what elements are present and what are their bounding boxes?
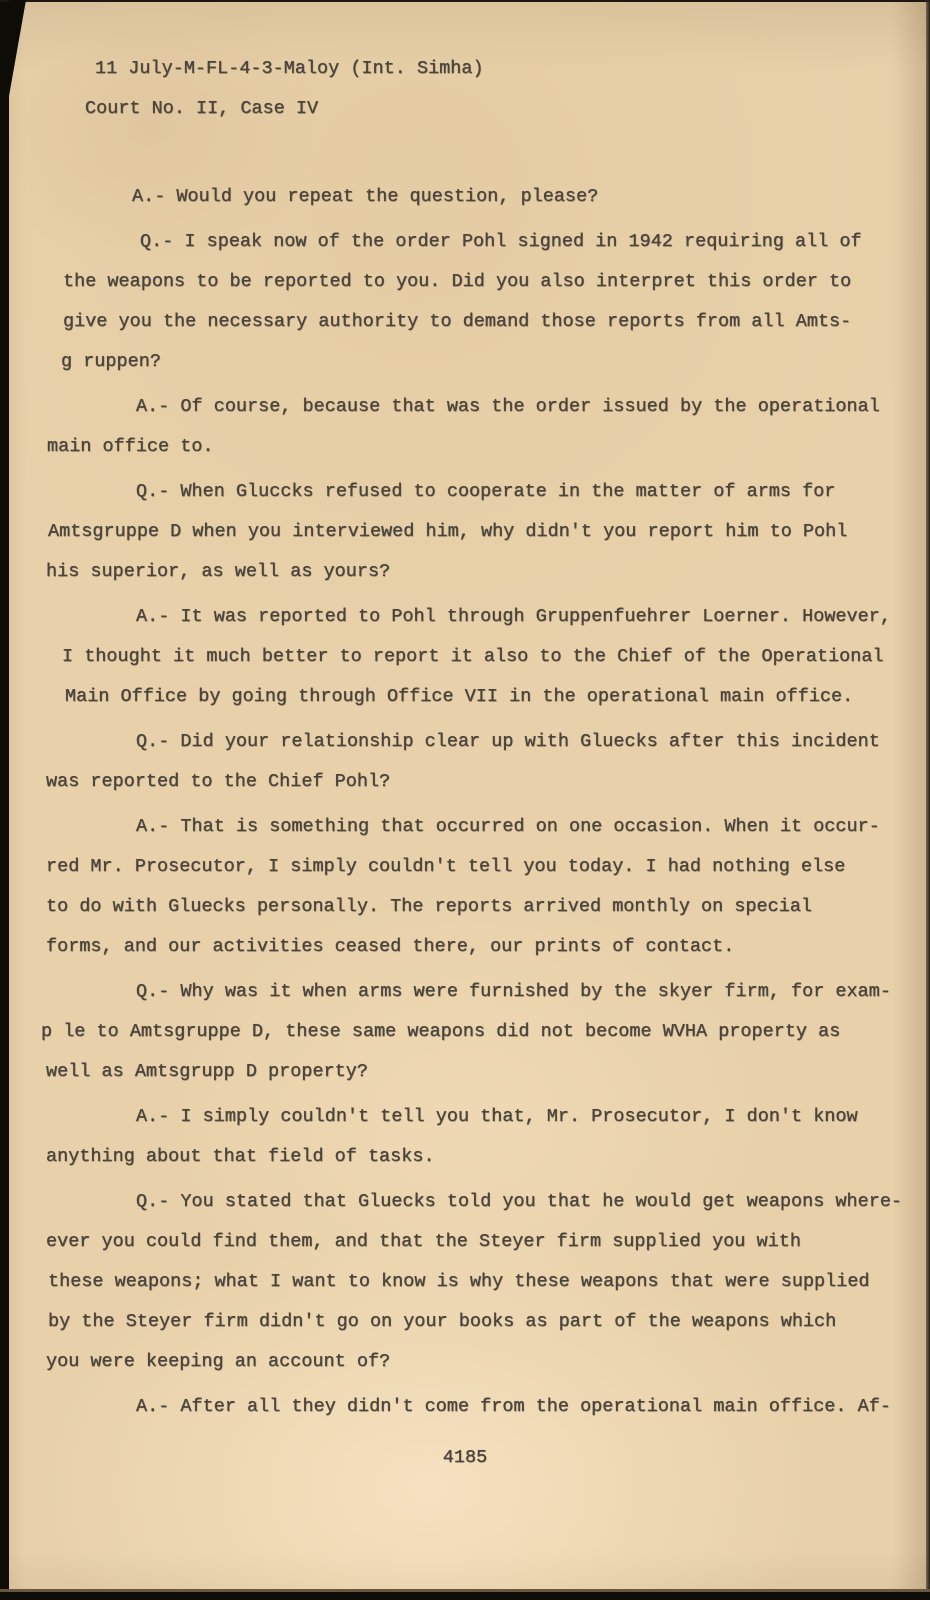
transcript-line: Q.- You stated that Gluecks told you that he would get weapons where-	[136, 1191, 903, 1212]
transcript-line: A.- I simply couldn't tell you that, Mr. Prosecutor, I don't know	[136, 1106, 858, 1127]
transcript-line: g ruppen?	[61, 351, 161, 372]
transcript-line: Q.- Did your relationship clear up with Gluecks after this incident	[136, 731, 880, 752]
transcript-line: to do with Gluecks personally. The reports arrived monthly on special	[46, 896, 813, 917]
transcript-line: p le to Amtsgruppe D, these same weapons did not become WVHA property as	[41, 1021, 841, 1042]
transcript-line: Q.- Why was it when arms were furnished by the skyer firm, for exam-	[136, 981, 891, 1002]
transcript-line: the weapons to be reported to you. Did you also interpret this order to	[63, 271, 852, 292]
header-court-case: Court No. II, Case IV	[85, 98, 319, 119]
transcript-line: well as Amtsgrupp D property?	[46, 1061, 368, 1082]
scan-edge-top	[0, 0, 930, 2]
transcript-line: was reported to the Chief Pohl?	[46, 771, 391, 792]
transcript-line: A.- Would you repeat the question, please?	[132, 186, 599, 207]
transcript-line: red Mr. Prosecutor, I simply couldn't tell you today. I had nothing else	[46, 856, 846, 877]
transcript-line: A.- It was reported to Pohl through Gruppenfuehrer Loerner. However,	[136, 606, 891, 627]
transcript-line: A.- Of course, because that was the order issued by the operational	[136, 396, 880, 417]
header-case-reference: 11 July-M-FL-4-3-Maloy (Int. Simha)	[95, 58, 484, 79]
transcript-line: Main Office by going through Office VII in the operational main office.	[65, 686, 854, 707]
transcript-line: Q.- I speak now of the order Pohl signed in 1942 requiring all of	[140, 231, 862, 252]
transcript-line: main office to.	[47, 436, 214, 457]
page-number: 4185	[442, 1447, 488, 1468]
transcript-line: his superior, as well as yours?	[46, 561, 391, 582]
transcript-body	[41, 172, 910, 1427]
scan-corner-top-left	[9, 0, 26, 96]
transcript-line: ever you could find them, and that the Steyer firm supplied you with	[46, 1231, 801, 1252]
transcript-line: forms, and our activities ceased there, our prints of contact.	[46, 936, 735, 957]
transcript-line: A.- After all they didn't come from the operational main office. Af-	[136, 1396, 891, 1417]
transcript-line: Q.- When Gluccks refused to cooperate in the matter of arms for	[136, 481, 836, 502]
transcript-line: I thought it much better to report it also to the Chief of the Operational	[62, 646, 884, 667]
transcript-line: give you the necessary authority to demand those reports from all Amts-	[63, 311, 852, 332]
scan-edge-right	[926, 0, 930, 1600]
document-header	[46, 49, 484, 129]
transcript-line: A.- That is something that occurred on one occasion. When it occur-	[136, 816, 880, 837]
transcript-line: anything about that field of tasks.	[46, 1146, 435, 1167]
transcript-line: these weapons; what I want to know is why these weapons that were supplied	[48, 1271, 870, 1292]
transcript-line: Amtsgruppe D when you interviewed him, why didn't you report him to Pohl	[48, 521, 848, 542]
scan-edge-bottom	[0, 1589, 930, 1600]
scan-edge-left	[0, 0, 9, 1600]
transcript-line: by the Steyer firm didn't go on your books as part of the weapons which	[48, 1311, 837, 1332]
transcript-line: you were keeping an account of?	[46, 1351, 391, 1372]
